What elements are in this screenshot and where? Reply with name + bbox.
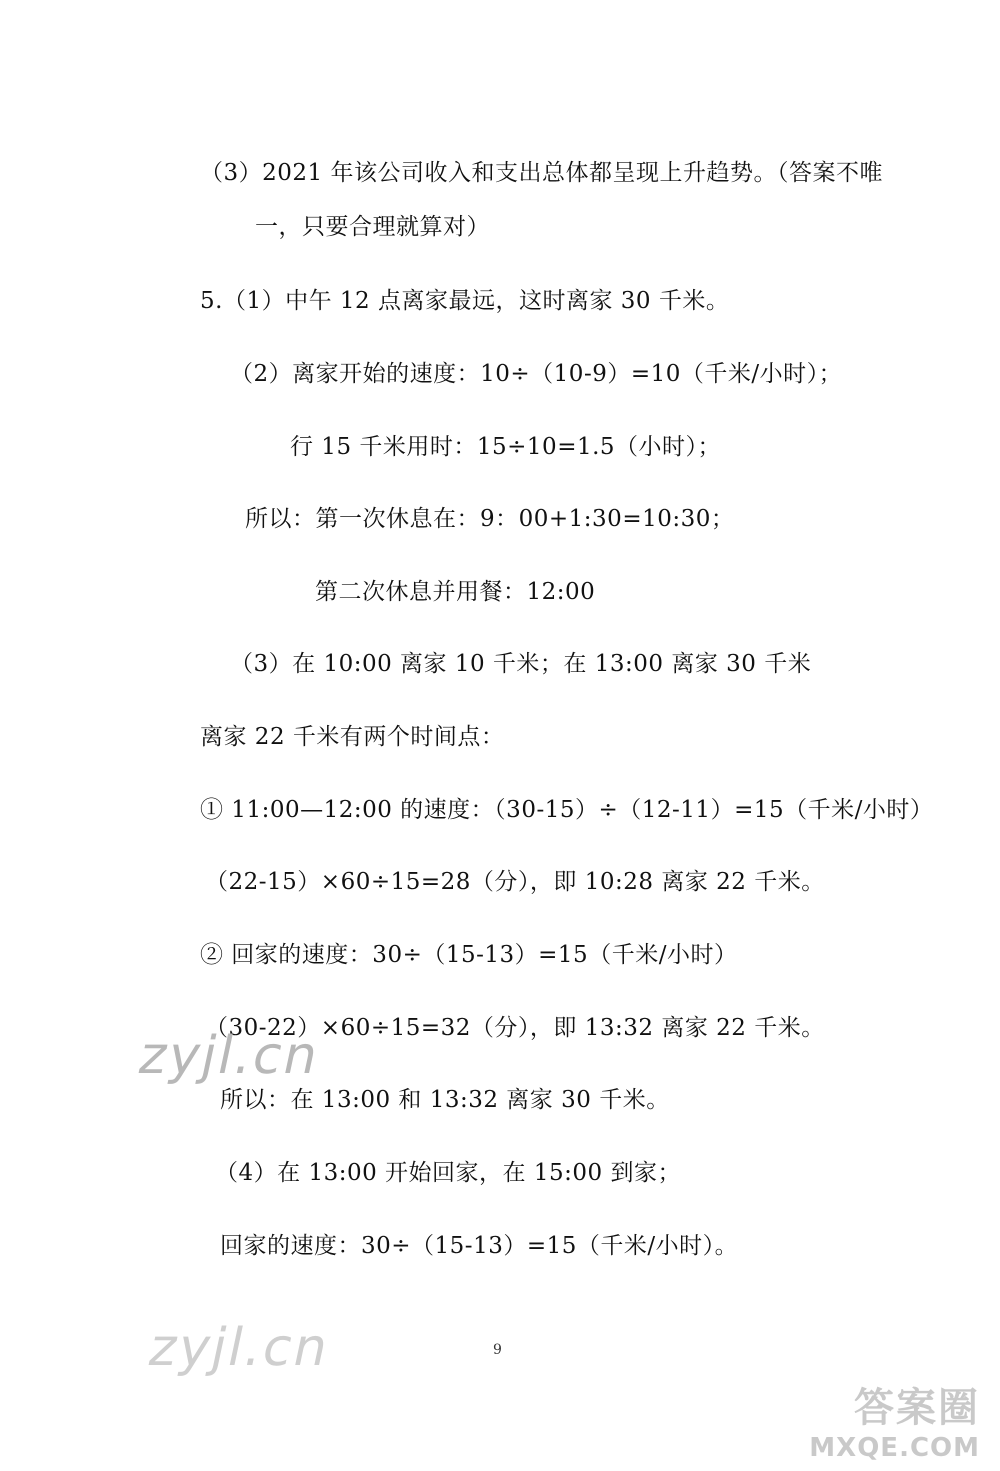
answer-line-14: 所以：在 13:00 和 13:32 离家 30 千米。 bbox=[220, 1087, 670, 1113]
page-number: 9 bbox=[493, 1342, 502, 1358]
answer-line-9: 离家 22 千米有两个时间点： bbox=[200, 724, 505, 750]
site-stamp-logo bbox=[809, 1376, 980, 1463]
answer-line-7: 第二次休息并用餐：12:00 bbox=[315, 579, 596, 605]
answer-line-15: （4）在 13:00 开始回家，在 15:00 到家； bbox=[215, 1160, 681, 1186]
answer-line-12: ② 回家的速度：30÷（15-13）=15（千米/小时） bbox=[200, 942, 738, 968]
answer-line-11: （22-15）×60÷15=28（分），即 10:28 离家 22 千米。 bbox=[205, 869, 825, 895]
watermark-text: zyjl.cn bbox=[133, 1026, 326, 1086]
stamp-title: 答案圈 bbox=[854, 1385, 980, 1431]
answer-line-2: 一，只要合理就算对） bbox=[255, 214, 490, 240]
watermark-text: zyjl.cn bbox=[143, 1318, 336, 1378]
answer-line-4: （2）离家开始的速度：10÷（10-9）=10（千米/小时）； bbox=[230, 361, 843, 387]
answer-line-10: ① 11:00—12:00 的速度：（30-15）÷（12-11）=15（千米/小时） bbox=[200, 797, 934, 823]
answer-line-6: 所以：第一次休息在：9：00+1:30=10:30； bbox=[245, 506, 735, 532]
answer-line-8: （3）在 10:00 离家 10 千米；在 13:00 离家 30 千米 bbox=[230, 651, 812, 677]
stamp-url: MXQE.COM bbox=[809, 1433, 980, 1463]
answer-line-13: （30-22）×60÷15=32（分），即 13:32 离家 22 千米。 bbox=[205, 1015, 825, 1041]
answer-line-5: 行 15 千米用时：15÷10=1.5（小时）； bbox=[290, 434, 722, 460]
answer-line-16: 回家的速度：30÷（15-13）=15（千米/小时）。 bbox=[220, 1233, 739, 1259]
answer-line-1: （3）2021 年该公司收入和支出总体都呈现上升趋势。（答案不唯 bbox=[200, 160, 883, 186]
answer-line-3: 5.（1）中午 12 点离家最远，这时离家 30 千米。 bbox=[200, 288, 730, 314]
